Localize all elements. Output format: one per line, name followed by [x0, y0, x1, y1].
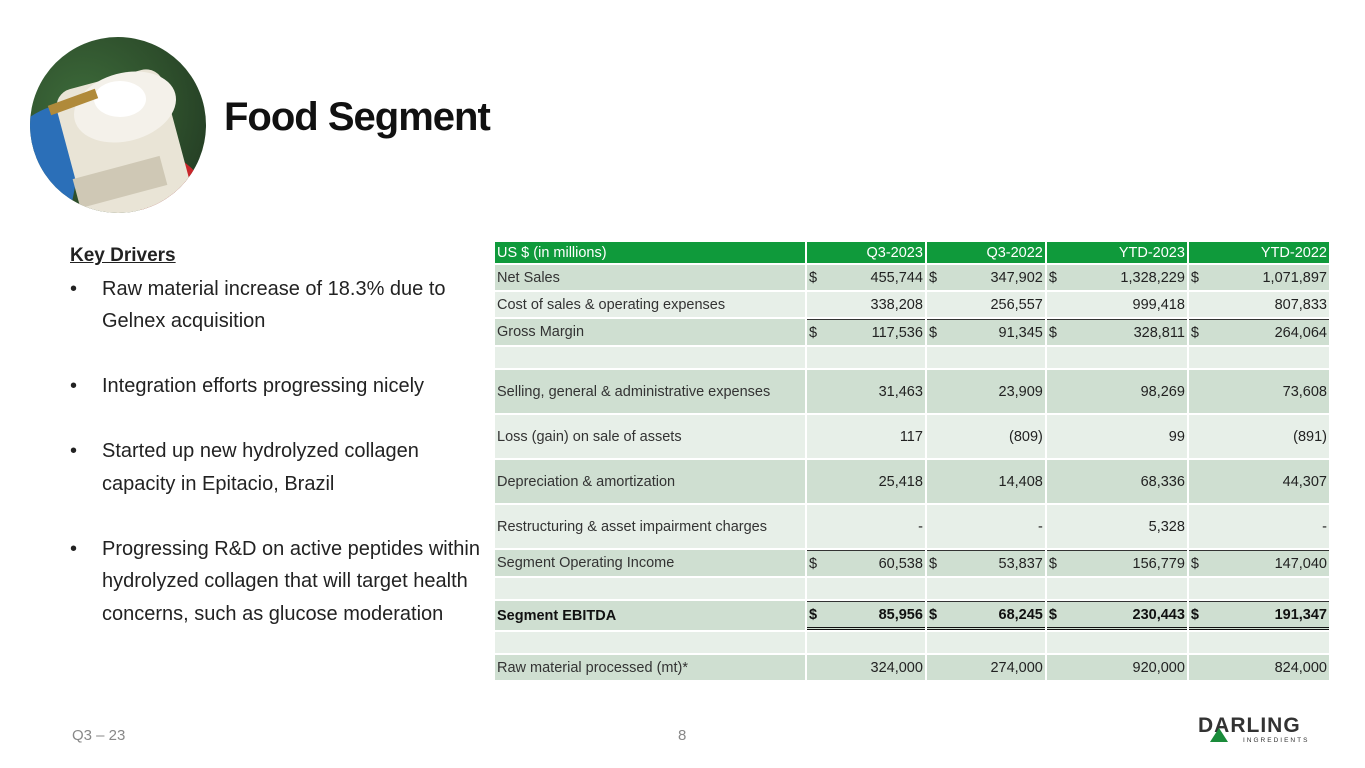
cell-value: 68,245 — [998, 606, 1043, 623]
row-label: Gross Margin — [495, 319, 805, 345]
cell-value: 1,071,897 — [1262, 269, 1327, 286]
table-cell — [1047, 550, 1187, 576]
table-cell — [807, 292, 925, 317]
cell-value: 1,328,229 — [1120, 269, 1185, 286]
table-row — [495, 347, 1329, 368]
cell-value: 347,902 — [990, 269, 1043, 286]
cell-value: 117 — [899, 428, 923, 445]
cell-value: 264,064 — [1274, 324, 1327, 341]
cell-value: 117,536 — [871, 324, 923, 341]
table-cell — [1047, 347, 1187, 368]
table-cell — [1189, 319, 1329, 345]
table-cell — [1047, 601, 1187, 630]
table-row — [495, 292, 1329, 317]
table-row — [495, 460, 1329, 503]
column-header: US $ (in millions) — [495, 242, 805, 263]
table-cell — [1189, 265, 1329, 290]
table-cell — [807, 415, 925, 458]
table-row — [495, 632, 1329, 653]
cell-value: 91,345 — [998, 324, 1043, 341]
table-cell — [1189, 550, 1329, 576]
table-cell — [1047, 292, 1187, 317]
cell-value: 807,833 — [1274, 296, 1327, 313]
cell-value: 14,408 — [998, 473, 1043, 490]
currency-symbol: $ — [1048, 555, 1057, 572]
table-cell — [1047, 319, 1187, 345]
column-header: YTD-2022 — [1189, 242, 1329, 263]
table-cell — [1047, 632, 1187, 653]
darling-logo — [1196, 714, 1308, 746]
page-title: Food Segment — [224, 95, 490, 139]
table-cell — [807, 347, 925, 368]
currency-symbol: $ — [1190, 269, 1199, 286]
table-cell — [1047, 655, 1187, 680]
table-row — [495, 578, 1329, 599]
logo-wordmark: DARLING — [1198, 714, 1301, 737]
financial-table — [493, 240, 1331, 682]
table-cell — [927, 415, 1045, 458]
table-cell — [927, 550, 1045, 576]
table-cell — [1189, 415, 1329, 458]
column-header: YTD-2023 — [1047, 242, 1187, 263]
cell-value: 999,418 — [1132, 296, 1185, 313]
row-label: Restructuring & asset impairment charges — [495, 505, 805, 548]
currency-symbol: $ — [1190, 324, 1199, 341]
table-header-row — [495, 242, 1329, 263]
currency-symbol: $ — [809, 324, 818, 341]
cell-value: 25,418 — [878, 473, 923, 490]
cell-value: 256,557 — [990, 296, 1043, 313]
cell-value: 60,538 — [878, 555, 923, 572]
product-photo — [30, 37, 206, 213]
cell-value: 147,040 — [1274, 555, 1327, 572]
cell-value: 455,744 — [870, 269, 923, 286]
row-label — [495, 632, 805, 653]
row-label: Selling, general & administrative expenses — [495, 370, 805, 413]
cell-value: - — [1322, 518, 1327, 535]
table-cell — [927, 460, 1045, 503]
cell-value: 274,000 — [990, 659, 1043, 676]
logo-triangle-icon — [1210, 728, 1228, 742]
cell-value: - — [1038, 518, 1043, 535]
row-label: Net Sales — [495, 265, 805, 290]
cell-value: 31,463 — [878, 383, 923, 400]
table-cell — [1047, 578, 1187, 599]
table-cell — [927, 370, 1045, 413]
list-item: • Progressing R&D on active peptides within hydrolyzed collagen that will target health concerns, such as glucose moderation — [70, 533, 480, 631]
currency-symbol: $ — [1190, 606, 1199, 623]
currency-symbol: $ — [809, 269, 818, 286]
row-label: Raw material processed (mt)* — [495, 655, 805, 680]
cell-value: 23,909 — [998, 383, 1043, 400]
cell-value: 68,336 — [1140, 473, 1185, 490]
collagen-jar-image — [30, 37, 206, 213]
table-row — [495, 655, 1329, 680]
page-number: 8 — [678, 727, 687, 744]
list-item: • Started up new hydrolyzed collagen capacity in Epitacio, Brazil — [70, 435, 480, 500]
key-drivers-heading: Key Drivers — [70, 245, 176, 266]
table-cell — [1047, 415, 1187, 458]
table-cell — [807, 601, 925, 630]
table-cell — [807, 655, 925, 680]
currency-symbol: $ — [1190, 555, 1199, 572]
row-label: Cost of sales & operating expenses — [495, 292, 805, 317]
table-cell — [927, 578, 1045, 599]
row-label — [495, 578, 805, 599]
table-cell — [1189, 601, 1329, 630]
table-cell — [807, 460, 925, 503]
list-item: • Raw material increase of 18.3% due to Gelnex acquisition — [70, 273, 480, 338]
table-cell — [807, 632, 925, 653]
currency-symbol: $ — [928, 324, 938, 341]
cell-value: 44,307 — [1282, 473, 1327, 490]
currency-symbol: $ — [928, 606, 938, 623]
table-row — [495, 415, 1329, 458]
cell-value: 98,269 — [1140, 383, 1185, 400]
cell-value: (809) — [1009, 428, 1043, 445]
currency-symbol: $ — [809, 606, 818, 623]
table-row — [495, 505, 1329, 548]
table-row — [495, 370, 1329, 413]
row-label: Depreciation & amortization — [495, 460, 805, 503]
table-cell — [1047, 505, 1187, 548]
table-row — [495, 319, 1329, 345]
cell-value: 338,208 — [870, 296, 923, 313]
row-label: Loss (gain) on sale of assets — [495, 415, 805, 458]
cell-value: 191,347 — [1274, 606, 1327, 623]
cell-value: 920,000 — [1132, 659, 1185, 676]
column-header: Q3-2023 — [807, 242, 925, 263]
cell-value: 5,328 — [1148, 518, 1185, 535]
currency-symbol: $ — [1048, 324, 1057, 341]
currency-symbol: $ — [1048, 606, 1057, 623]
table-cell — [927, 505, 1045, 548]
logo-subtext: INGREDIENTS — [1243, 737, 1310, 744]
table-row — [495, 265, 1329, 290]
table-cell — [927, 319, 1045, 345]
table-cell — [1047, 460, 1187, 503]
table-cell — [1189, 370, 1329, 413]
table-cell — [1189, 632, 1329, 653]
table-cell — [927, 292, 1045, 317]
currency-symbol: $ — [1048, 269, 1057, 286]
row-label: Segment EBITDA — [495, 601, 805, 630]
key-drivers-list — [70, 273, 480, 631]
table-cell — [1189, 578, 1329, 599]
cell-value: 53,837 — [998, 555, 1043, 572]
table-row — [495, 601, 1329, 630]
cell-value: - — [918, 518, 923, 535]
table-cell — [1189, 655, 1329, 680]
cell-value: 324,000 — [870, 659, 923, 676]
table-cell — [807, 550, 925, 576]
cell-value: 73,608 — [1282, 383, 1327, 400]
cell-value: (891) — [1293, 428, 1327, 445]
footer-period: Q3 – 23 — [72, 727, 126, 744]
currency-symbol: $ — [928, 555, 938, 572]
table-cell — [1047, 370, 1187, 413]
currency-symbol: $ — [809, 555, 818, 572]
table-cell — [807, 505, 925, 548]
table-cell — [927, 632, 1045, 653]
table-cell — [927, 347, 1045, 368]
table-cell — [1189, 292, 1329, 317]
table-cell — [927, 655, 1045, 680]
table-cell — [1047, 265, 1187, 290]
table-cell — [807, 370, 925, 413]
row-label — [495, 347, 805, 368]
cell-value: 85,956 — [878, 606, 923, 623]
column-header: Q3-2022 — [927, 242, 1045, 263]
table-cell — [807, 265, 925, 290]
cell-value: 230,443 — [1132, 606, 1185, 623]
table-cell — [927, 265, 1045, 290]
table-cell — [1189, 347, 1329, 368]
list-item: • Integration efforts progressing nicely — [70, 370, 480, 403]
table-cell — [927, 601, 1045, 630]
cell-value: 328,811 — [1133, 324, 1185, 341]
table-row — [495, 550, 1329, 576]
cell-value: 824,000 — [1274, 659, 1327, 676]
row-label: Segment Operating Income — [495, 550, 805, 576]
table-cell — [1189, 460, 1329, 503]
key-drivers — [70, 240, 480, 663]
cell-value: 99 — [1168, 428, 1185, 445]
table-cell — [807, 319, 925, 345]
table-cell — [1189, 505, 1329, 548]
cell-value: 156,779 — [1132, 555, 1185, 572]
table-cell — [807, 578, 925, 599]
currency-symbol: $ — [928, 269, 938, 286]
